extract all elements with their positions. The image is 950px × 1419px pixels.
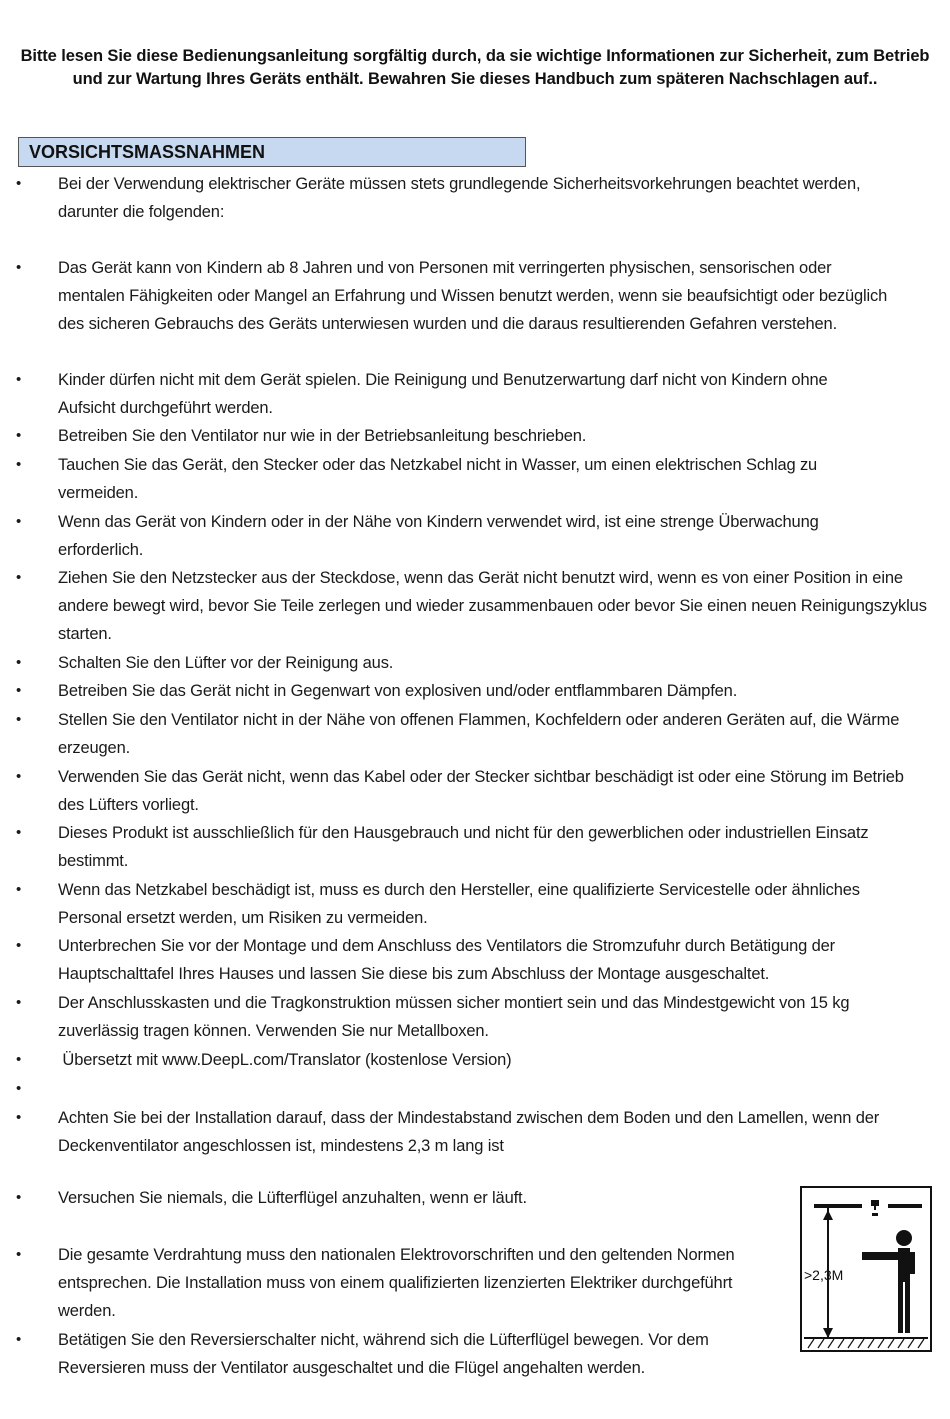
bullet-icon: • <box>16 1331 22 1348</box>
list-item-text: Stellen Sie den Ventilator nicht in der Nähe von offenen Flammen, Kochfeldern oder anderen Geräten auf, die Wärme erzeugen. <box>58 711 900 757</box>
bullet-icon: • <box>16 1109 22 1126</box>
list-item <box>0 366 930 422</box>
list-item-text: Tauchen Sie das Gerät, den Stecker oder das Netzkabel nicht in Wasser, um einen elektrischen Schlag zu vermeiden. <box>58 456 818 502</box>
ceiling-fan-height-figure <box>800 1186 932 1354</box>
list-item-text: Wenn das Gerät von Kindern oder in der Nähe von Kindern verwendet wird, ist eine strenge Überwachung erforderlich. <box>58 513 819 559</box>
list-item <box>0 170 930 226</box>
list-item <box>0 564 930 648</box>
list-item <box>0 422 930 450</box>
bullet-icon: • <box>16 937 22 954</box>
list-item-text: Übersetzt mit www.DeepL.com/Translator (kostenlose Version) <box>58 1051 512 1069</box>
bullet-icon: • <box>16 654 22 671</box>
bullet-icon: • <box>16 456 22 473</box>
list-item-text: Unterbrechen Sie vor der Montage und dem Anschluss des Ventilators die Stromzufuhr durch Betätigung der Hauptschalttafel Ihres Hauses und lassen Sie diese bis zum Abschluss der Montage ausgeschaltet. <box>58 937 836 983</box>
list-item-text: Betreiben Sie den Ventilator nur wie in der Betriebsanleitung beschrieben. <box>58 427 587 445</box>
bullet-icon: • <box>16 569 22 586</box>
list-item <box>0 451 930 507</box>
bullet-icon: • <box>16 1080 22 1097</box>
height-diagram-icon <box>800 1186 932 1354</box>
list-item <box>0 677 930 705</box>
list-item-text: Ziehen Sie den Netzstecker aus der Steckdose, wenn das Gerät nicht benutzt wird, wenn es von einer Position in eine andere bewegt wird, bevor Sie Teile zerlegen und wieder zusammenbauen oder bevor Sie einen neuen Reinigungszyklus starten. <box>58 569 927 643</box>
list-item-text: Versuchen Sie niemals, die Lüfterflügel anzuhalten, wenn er läuft. <box>58 1189 527 1207</box>
intro-paragraph: Bitte lesen Sie diese Bedienungsanleitung sorgfältig durch, da sie wichtige Informationen zur Sicherheit, zum Betrieb und zur Wartung Ihres Geräts enthält. Bewahren Sie dieses Handbuch zum späteren Nachschlagen auf.. <box>20 47 930 88</box>
list-item-text: Der Anschlusskasten und die Tragkonstruktion müssen sicher montiert sein und das Mindestgewicht von 15 kg zuverlässig tragen können. Verwenden Sie nur Metallboxen. <box>58 994 850 1040</box>
bullet-icon: • <box>16 768 22 785</box>
section-title: VORSICHTSMASSNAHMEN <box>18 137 526 167</box>
list-item-text: Verwenden Sie das Gerät nicht, wenn das Kabel oder der Stecker sichtbar beschädigt ist oder eine Störung im Betrieb des Lüfters vorliegt. <box>58 768 904 814</box>
bullet-icon: • <box>16 881 22 898</box>
list-item-text: Schalten Sie den Lüfter vor der Reinigung aus. <box>58 654 394 672</box>
bullet-icon: • <box>16 1189 22 1206</box>
bullet-icon: • <box>16 711 22 728</box>
list-item <box>0 508 930 564</box>
bullet-icon: • <box>16 824 22 841</box>
bullet-icon: • <box>16 513 22 530</box>
list-item-text: Betätigen Sie den Reversierschalter nicht, während sich die Lüfterflügel bewegen. Vor dem Reversieren muss der Ventilator ausgeschaltet und die Flügel angehalten werden. <box>58 1331 709 1377</box>
list-item-text: Bei der Verwendung elektrischer Geräte müssen stets grundlegende Sicherheitsvorkehrungen beachtet werden, darunter die folgenden: <box>58 175 861 221</box>
bullet-icon: • <box>16 1051 22 1068</box>
bullet-icon: • <box>16 1246 22 1263</box>
list-item-text: Dieses Produkt ist ausschließlich für den Hausgebrauch und nicht für den gewerblichen oder industriellen Einsatz bestimmt. <box>58 824 869 870</box>
list-item <box>0 254 930 366</box>
list-item-text: Kinder dürfen nicht mit dem Gerät spielen. Die Reinigung und Benutzerwartung darf nicht von Kindern ohne Aufsicht durchgeführt werden. <box>58 371 828 417</box>
list-item <box>0 819 930 875</box>
bullet-icon: • <box>16 259 22 276</box>
bullet-icon: • <box>16 371 22 388</box>
list-item <box>0 763 930 819</box>
bullet-icon: • <box>16 427 22 444</box>
list-item <box>0 876 930 932</box>
list-item <box>0 989 930 1045</box>
list-item <box>0 1046 930 1074</box>
list-item <box>0 932 930 988</box>
list-item <box>0 1241 780 1325</box>
figure-label: >2,3M <box>804 1267 844 1283</box>
list-item-text: Betreiben Sie das Gerät nicht in Gegenwart von explosiven und/oder entflammbaren Dämpfen. <box>58 682 738 700</box>
list-item <box>0 649 930 677</box>
bullet-icon: • <box>16 994 22 1011</box>
list-item <box>0 1104 930 1160</box>
list-item <box>0 1326 780 1382</box>
bullet-icon: • <box>16 175 22 192</box>
list-item <box>0 1184 780 1212</box>
list-item-text: Achten Sie bei der Installation darauf, dass der Mindestabstand zwischen dem Boden und den Lamellen, wenn der Deckenventilator angeschlossen ist, mindestens 2,3 m lang ist <box>58 1109 880 1155</box>
list-item-text: Das Gerät kann von Kindern ab 8 Jahren und von Personen mit verringerten physischen, sensorischen oder mentalen Fähigkeiten oder Mangel an Erfahrung und Wissen benutzt werden, wenn sie beaufsichtigt oder bezüglich des sicheren Gebrauchs des Geräts unterwiesen wurden und die daraus resultierenden Gefahren verstehen. <box>58 259 888 333</box>
list-item <box>0 1075 930 1103</box>
bullet-icon: • <box>16 682 22 699</box>
list-item-text: Die gesamte Verdrahtung muss den nationalen Elektrovorschriften und den geltenden Normen entsprechen. Die Installation muss von einem qualifizierten lizenzierten Elektriker durchgeführt werden. <box>58 1246 735 1320</box>
list-item <box>0 706 930 762</box>
list-item-text: Wenn das Netzkabel beschädigt ist, muss es durch den Hersteller, eine qualifizierte Servicestelle oder ähnliches Personal ersetzt werden, um Risiken zu vermeiden. <box>58 881 860 927</box>
